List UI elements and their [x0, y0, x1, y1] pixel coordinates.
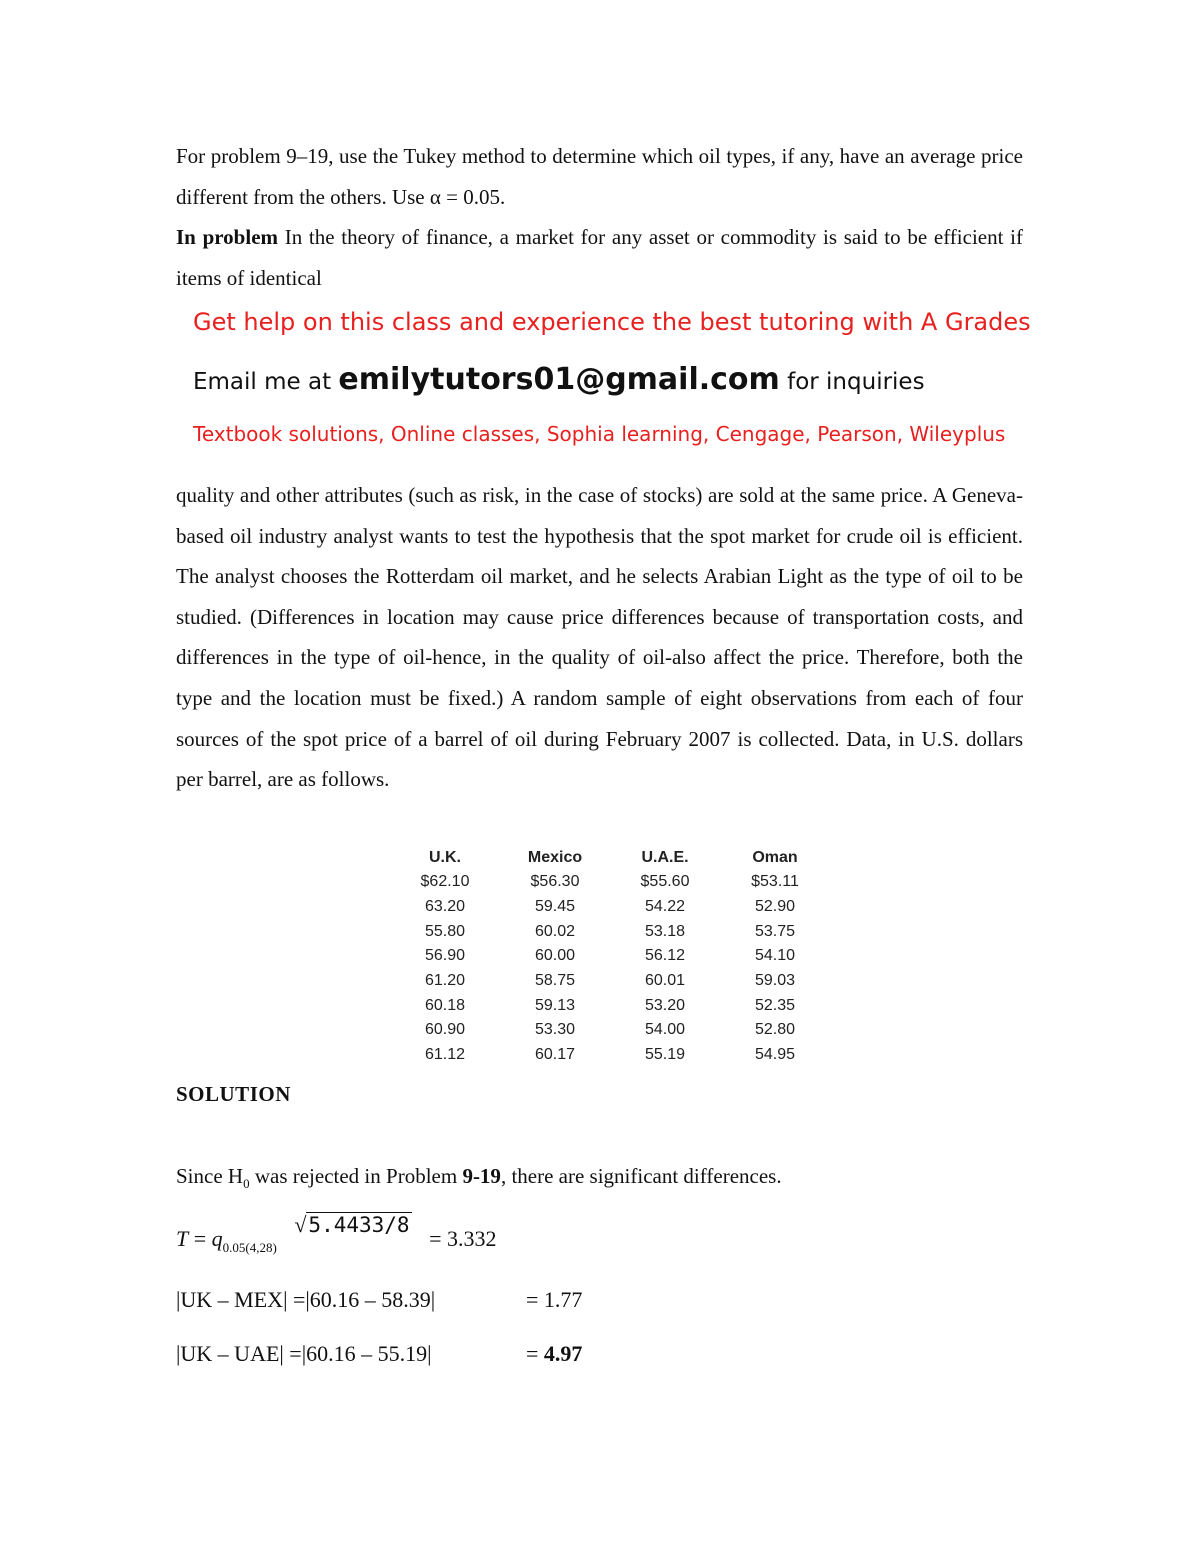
diff-expression: |UK – MEX| =|60.16 – 58.39|: [176, 1287, 436, 1312]
table-row: [390, 895, 830, 920]
solution-heading: SOLUTION: [176, 1082, 291, 1106]
table-cell: 59.45: [534, 898, 576, 916]
formula-lhs: T: [176, 1226, 189, 1251]
table-cell: 60.18: [424, 996, 466, 1014]
ad-email-suffix: for inquiries: [779, 369, 925, 395]
solution-subscript: 0: [243, 1176, 250, 1192]
formula-eq: =: [188, 1226, 212, 1251]
problem-body: quality and other attributes (such as risk, in the case of stocks) are sold at the same price. A Geneva-based oil industry analyst wants to test the hypothesis that the spot market for crude oil is efficient. The analyst chooses the Rotterdam oil market, and he selects Arabian Light as the type of oil to be studied. (Differences in location may cause price differences because of transportation costs, and differences in the type of oil-hence, in the quality of oil-also affect the price. Therefore, both the type and the location must be fixed.) A random sample of eight observations from each of four sources of the spot price of a barrel of oil during February 2007 is collected. Data, in U.S. dollars per barrel, are as follows.: [176, 483, 1023, 792]
table-cell: 60.17: [534, 1046, 576, 1064]
square-root: √5.4433/8: [294, 1212, 410, 1237]
table-cell: $62.10: [420, 873, 470, 891]
table-cell: $55.60: [640, 873, 690, 891]
diff-result-eq: =: [526, 1341, 544, 1366]
diff-uk-uae: [176, 1341, 583, 1367]
table-cell: 59.03: [754, 972, 796, 990]
table-cell: 55.19: [644, 1046, 686, 1064]
diff-result-value: 4.97: [543, 1341, 583, 1366]
solution-statement: [176, 1164, 782, 1192]
problem-statement-text: For problem 9–19, use the Tukey method to determine which oil types, if any, have an average price different from the others. Use α = 0.05.: [176, 144, 1023, 209]
problem-context-text: In the theory of finance, a market for any asset or commodity is said to be efficient if items of identical: [176, 225, 1023, 290]
table-cell: 52.90: [754, 898, 796, 916]
solution-text-a: Since H: [176, 1164, 244, 1188]
table-cell: 54.10: [754, 947, 796, 965]
table-row: [390, 969, 830, 994]
ad-email-line: [193, 362, 925, 397]
table-row: [390, 1043, 830, 1068]
problem-statement: [176, 136, 1023, 217]
oil-price-table: [390, 846, 830, 1068]
problem-context: [176, 217, 1023, 298]
column-header: U.K.: [429, 849, 461, 866]
column-header: Mexico: [527, 849, 583, 866]
problem-context-label: In problem: [176, 225, 279, 249]
table-cell: 63.20: [424, 898, 466, 916]
formula-q-subscript: 0.05(4,28): [222, 1240, 277, 1255]
table-row: [390, 870, 830, 895]
table-cell: 53.18: [644, 922, 686, 940]
diff-result: [526, 1341, 582, 1367]
table-cell: 54.22: [644, 898, 686, 916]
table-header-row: [390, 846, 830, 870]
table-cell: 52.35: [754, 996, 796, 1014]
ad-headline: Get help on this class and experience the best tutoring with A Grades: [193, 308, 1031, 336]
column-header: U.A.E.: [641, 849, 689, 866]
ad-services-line: Textbook solutions, Online classes, Sophia learning, Cengage, Pearson, Wileyplus: [193, 422, 1006, 446]
solution-text-c: , there are significant differences.: [500, 1164, 782, 1188]
table-row: [390, 919, 830, 944]
table-cell: 54.00: [644, 1021, 686, 1039]
table-cell: $56.30: [530, 873, 580, 891]
formula-result: = 3.332: [429, 1226, 497, 1251]
table-cell: 59.13: [534, 996, 576, 1014]
ad-email-prefix: Email me at: [193, 369, 339, 395]
table-cell: 61.12: [424, 1046, 466, 1064]
table-cell: 56.90: [424, 947, 466, 965]
table-cell: 52.80: [754, 1021, 796, 1039]
formula-radicand: 5.4433/8: [308, 1213, 410, 1237]
table-cell: 56.12: [644, 947, 686, 965]
table-cell: 60.90: [424, 1021, 466, 1039]
diff-uk-mex: [176, 1287, 583, 1313]
table-cell: 58.75: [534, 972, 576, 990]
table-row: [390, 993, 830, 1018]
table-cell: 60.02: [534, 922, 576, 940]
table-row: [390, 944, 830, 969]
table-cell: 53.75: [754, 922, 796, 940]
diff-result: = 1.77: [526, 1287, 583, 1312]
solution-text-b: was rejected in Problem: [249, 1164, 463, 1188]
ad-email-address[interactable]: emilytutors01@gmail.com: [338, 362, 780, 397]
solution-problem-ref: 9-19: [462, 1164, 501, 1188]
table-row: [390, 1018, 830, 1043]
table-cell: 60.00: [534, 947, 576, 965]
table-cell: 60.01: [644, 972, 686, 990]
table-cell: 53.20: [644, 996, 686, 1014]
table-cell: $53.11: [751, 873, 799, 891]
table-cell: 53.30: [534, 1021, 576, 1039]
column-header: Oman: [752, 849, 798, 866]
table-cell: 54.95: [754, 1046, 796, 1064]
formula-q: q: [211, 1226, 223, 1251]
diff-expression: |UK – UAE| =|60.16 – 55.19|: [176, 1341, 432, 1366]
table-cell: 61.20: [424, 972, 466, 990]
tukey-formula: [176, 1212, 497, 1256]
table-cell: 55.80: [424, 922, 466, 940]
table-body: [390, 870, 830, 1068]
